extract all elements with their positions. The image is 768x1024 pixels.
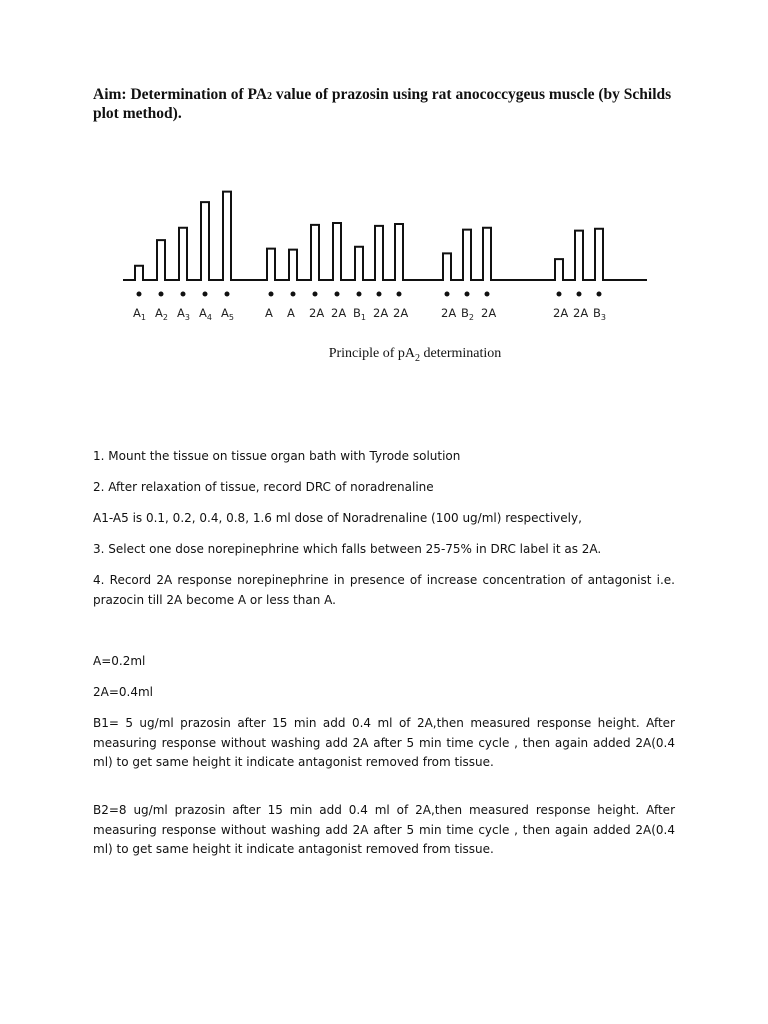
- dose-label-12: 2A: [393, 306, 409, 320]
- dose-label-18: $B_3$: [593, 306, 606, 322]
- dose-marker-11: [377, 292, 382, 297]
- dose-marker-10: [357, 292, 362, 297]
- aim-heading: [93, 86, 693, 122]
- dose-marker-6: [269, 292, 274, 297]
- dose-marker-4: [203, 292, 208, 297]
- dose-marker-7: [291, 292, 296, 297]
- dose-2a: 2A=0.4ml: [93, 685, 154, 699]
- dose-label-10: $B_1$: [353, 306, 366, 322]
- dose-marker-17: [577, 292, 582, 297]
- step-2: 2. After relaxation of tissue, record DRC of noradrenaline: [93, 480, 434, 494]
- step-4: 4. Record 2A response norepinephrine in presence of increase concentration of antagonist i.e. prazocin till 2A become A or less than A.: [93, 573, 675, 607]
- dose-note: A1-A5 is 0.1, 0.2, 0.4, 0.8, 1.6 ml dose of Noradrenaline (100 ug/ml) respectively,: [93, 511, 582, 525]
- dose-marker-8: [313, 292, 318, 297]
- dose-marker-9: [335, 292, 340, 297]
- dose-label-4: $A_4$: [199, 306, 212, 322]
- dose-label-15: 2A: [481, 306, 497, 320]
- dose-label-7: A: [287, 306, 295, 320]
- dose-marker-3: [181, 292, 186, 297]
- dose-marker-1: [137, 292, 142, 297]
- dose-marker-15: [485, 292, 490, 297]
- step-3: 3. Select one dose norepinephrine which falls between 25-75% in DRC label it as 2A.: [93, 542, 602, 556]
- trace-line: [123, 192, 647, 280]
- kymograph-tracing: [115, 180, 655, 375]
- dose-label-11: 2A: [373, 306, 389, 320]
- dose-a: A=0.2ml: [93, 654, 146, 668]
- dose-markers: [137, 292, 602, 297]
- dose-label-2: $A_2$: [155, 306, 168, 322]
- dose-label-16: 2A: [553, 306, 569, 320]
- dose-marker-2: [159, 292, 164, 297]
- dose-marker-5: [225, 292, 230, 297]
- dose-label-6: A: [265, 306, 273, 320]
- dose-marker-13: [445, 292, 450, 297]
- dose-label-14: $B_2$: [461, 306, 474, 322]
- b2-note: B2=8 ug/ml prazosin after 15 min add 0.4 ml of 2A,then measured response height. After measuring response without washing add 2A after 5 min time cycle , then again added 2A(0.4 ml) to get same height it indicate antagonist removed from tissue.: [93, 803, 675, 856]
- dose-labels: [133, 306, 606, 322]
- dose-label-17: 2A: [573, 306, 589, 320]
- dose-marker-18: [597, 292, 602, 297]
- dose-label-3: $A_3$: [177, 306, 190, 322]
- dose-label-13: 2A: [441, 306, 457, 320]
- dose-marker-16: [557, 292, 562, 297]
- dose-label-1: $A_1$: [133, 306, 146, 322]
- dose-label-5: $A_5$: [221, 306, 234, 322]
- b1-note: B1= 5 ug/ml prazosin after 15 min add 0.4 ml of 2A,then measured response height. After measuring response without washing add 2A after 5 min time cycle , then again added 2A(0.4 ml) to get same height it indicate antagonist removed from tissue.: [93, 716, 675, 769]
- dose-marker-14: [465, 292, 470, 297]
- aim-prefix: Aim: Determination of PA: [93, 86, 268, 103]
- pa2-tracing-figure: [115, 180, 655, 375]
- dose-label-9: 2A: [331, 306, 347, 320]
- aim-subscript: 2: [267, 91, 273, 102]
- dose-marker-12: [397, 292, 402, 297]
- figure-caption: Principle of $pA_2$ determination: [328, 346, 502, 364]
- step-1: 1. Mount the tissue on tissue organ bath with Tyrode solution: [93, 449, 461, 463]
- dose-label-8: 2A: [309, 306, 325, 320]
- aim-suffix: value of prazosin using rat anococcygeus muscle (by Schilds plot method).: [93, 86, 672, 122]
